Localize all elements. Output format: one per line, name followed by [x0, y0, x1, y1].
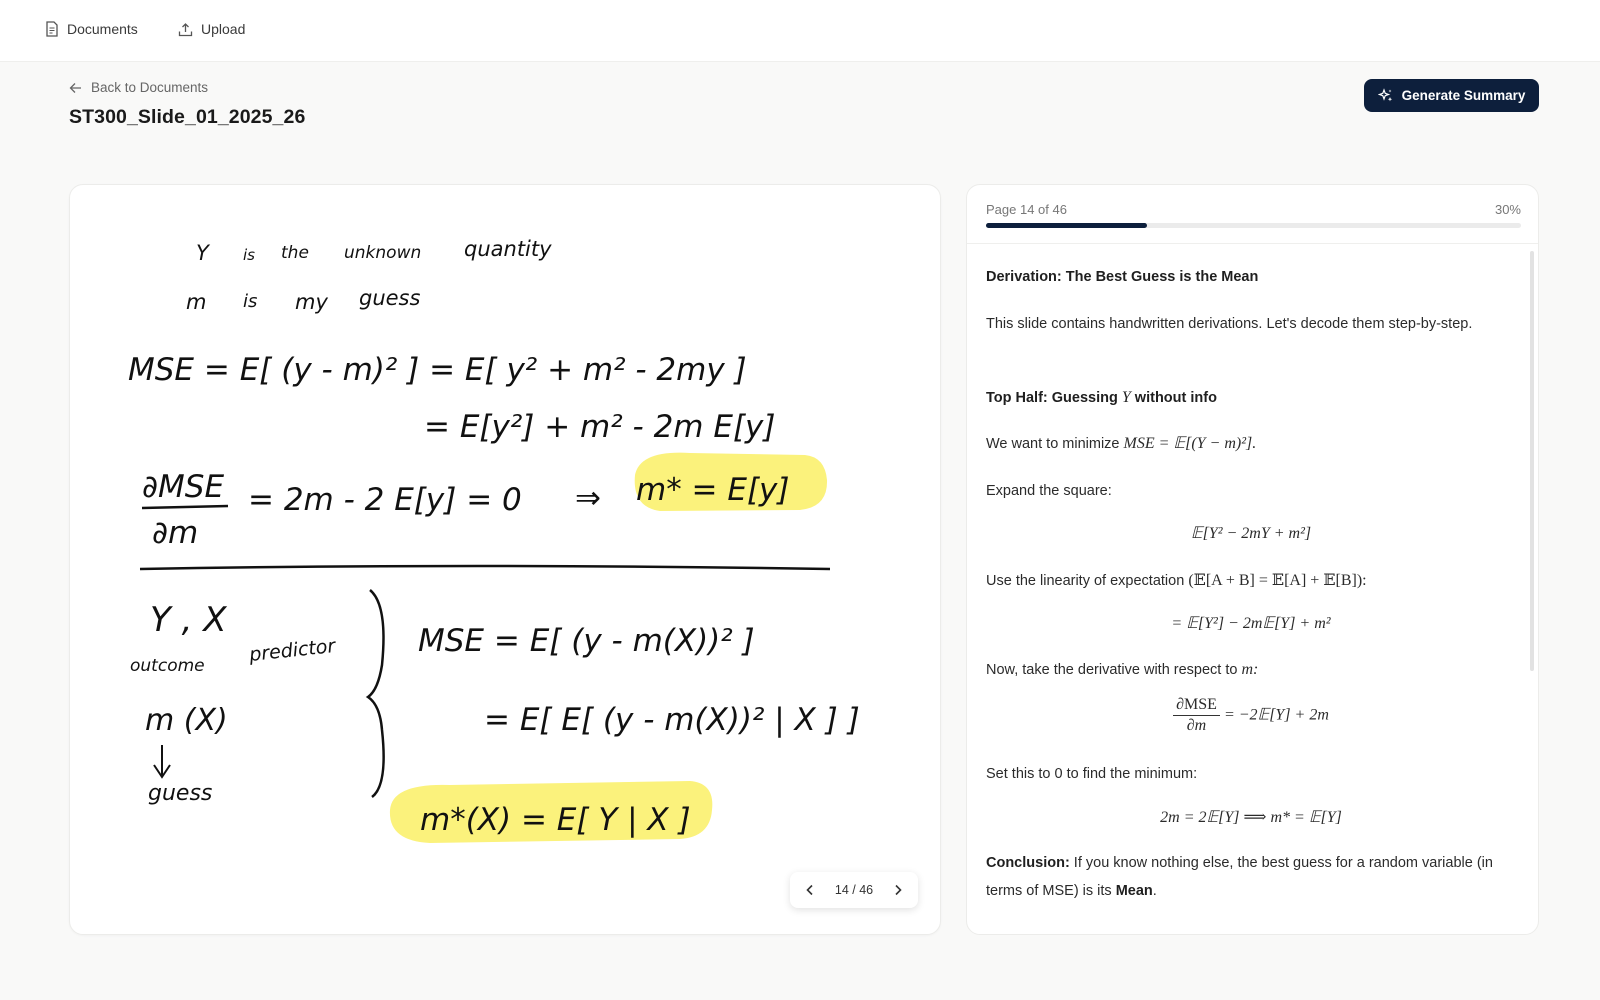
want-text: We want to minimize	[986, 436, 1124, 452]
conclusion-end: .	[1152, 883, 1157, 899]
hw-yx: Y , X	[150, 600, 227, 640]
hw-line2-word2: is	[243, 291, 258, 312]
summary-expand: Expand the square:	[986, 483, 1112, 499]
want-math: MSE = 𝔼[(Y − m)²].	[1123, 435, 1257, 452]
arrow-left-icon	[69, 82, 82, 94]
sparkles-icon	[1378, 88, 1394, 104]
scrollbar[interactable]	[1530, 251, 1534, 671]
page-indicator: 14 / 46	[834, 883, 874, 897]
summary-set: Set this to 0 to find the minimum:	[986, 766, 1198, 782]
derivative-text: Now, take the derivative with respect to	[986, 662, 1242, 678]
conclusion-text: If you know nothing else, the best guess for a random variable (in terms of MSE) is its	[986, 855, 1493, 899]
hw-predictor: predictor	[248, 635, 337, 666]
subheading-var: Y	[1121, 389, 1131, 406]
hw-mse-line1: MSE = E[ (y - m)² ] = E[ y² + m² - 2my ]	[128, 352, 747, 388]
nav-documents-label: Documents	[67, 21, 138, 37]
summary-linearity	[986, 567, 1516, 595]
derivative-fraction	[1173, 695, 1220, 736]
nav-upload[interactable]	[178, 21, 245, 37]
hw-line1-word3: the	[281, 243, 309, 263]
top-nav	[0, 0, 1600, 62]
conclusion-bold: Mean	[1115, 883, 1153, 899]
back-to-documents-link[interactable]	[69, 80, 208, 95]
hw-divider	[140, 566, 830, 569]
linearity-result: = 𝔼[Y²] − 2m𝔼[Y] + m²	[1171, 615, 1331, 632]
hw-line2-word3: my	[295, 290, 328, 314]
progress-percent: 30%	[1494, 202, 1521, 217]
subheading-part1: Top Half: Guessing	[986, 390, 1122, 406]
chevron-left-icon	[806, 884, 814, 896]
hw-deriv-den: ∂m	[152, 515, 199, 551]
hw-mx: m (X)	[145, 703, 228, 738]
upload-icon	[178, 22, 193, 37]
generate-summary-button[interactable]	[1364, 79, 1539, 112]
hw-implies: ⇒	[575, 480, 601, 516]
derivative-math	[986, 695, 1516, 736]
page-title: ST300_Slide_01_2025_26	[69, 106, 306, 128]
hw-mstarx: m*(X) = E[ Y | X ]	[420, 802, 691, 838]
hw-mse-line4: = E[ E[ (y - m(X))² | X ] ]	[484, 702, 860, 738]
progress-bar	[986, 223, 1521, 228]
expand-math: 𝔼[Y² − 2mY + m²]	[1190, 525, 1312, 542]
handwritten-slide	[70, 185, 941, 935]
next-page-button[interactable]	[894, 884, 902, 896]
linearity-math: (𝔼[A + B] = 𝔼[A] + 𝔼[B]):	[1188, 572, 1367, 589]
hw-mse-line2: = E[y²] + m² - 2m E[y]	[424, 409, 776, 445]
hw-line1-word5: quantity	[464, 237, 552, 261]
nav-documents[interactable]	[45, 21, 138, 37]
hw-brace	[368, 590, 384, 797]
back-link-label: Back to Documents	[91, 80, 209, 95]
page-count-label: Page 14 of 46	[986, 202, 1067, 217]
hw-mse-line3: MSE = E[ (y - m(X))² ]	[418, 623, 755, 659]
hw-frac-bar	[142, 506, 228, 508]
set-math: 2m = 2𝔼[Y] ⟹ m* = 𝔼[Y]	[1160, 809, 1342, 826]
document-icon	[45, 21, 59, 37]
frac-numerator: ∂MSE	[1173, 695, 1220, 716]
summary-heading: Derivation: The Best Guess is the Mean	[986, 269, 1259, 285]
summary-subheading	[986, 384, 1516, 412]
chevron-right-icon	[894, 884, 902, 896]
summary-conclusion	[986, 849, 1516, 905]
slide-viewer	[69, 184, 941, 935]
hw-guess: guess	[148, 781, 213, 806]
frac-rhs: = −2𝔼[Y] + 2m	[1223, 706, 1329, 724]
linearity-text: Use the linearity of expectation	[986, 573, 1189, 589]
prev-page-button[interactable]	[806, 884, 814, 896]
progress-header	[986, 202, 1521, 217]
hw-line1-word2: is	[243, 246, 255, 264]
generate-summary-label: Generate Summary	[1401, 88, 1526, 103]
hw-line2-word1: m	[186, 290, 207, 314]
subheading-part2: without info	[1130, 390, 1217, 406]
hw-deriv-num: ∂MSE	[142, 469, 225, 505]
hw-line2-word4: guess	[359, 286, 421, 310]
hw-line1-word4: unknown	[344, 243, 422, 263]
divider	[967, 243, 1539, 244]
arrow-down-icon	[154, 745, 170, 777]
hw-line1-word1: Y	[196, 241, 209, 265]
summary-intro: This slide contains handwritten derivations. Let's decode them step-by-step.	[986, 316, 1473, 332]
nav-upload-label: Upload	[201, 21, 246, 37]
summary-panel	[966, 184, 1539, 935]
progress-fill	[986, 223, 1147, 228]
summary-want	[986, 430, 1516, 458]
hw-deriv-rhs: = 2m - 2 E[y] = 0	[248, 482, 522, 518]
conclusion-label: Conclusion:	[986, 855, 1070, 871]
hw-outcome: outcome	[130, 656, 205, 676]
slide-pager	[790, 872, 918, 908]
summary-derivative	[986, 656, 1516, 684]
hw-mstar: m* = E[y]	[636, 472, 790, 508]
frac-denominator: ∂m	[1186, 717, 1207, 734]
derivative-var: m:	[1241, 661, 1259, 678]
